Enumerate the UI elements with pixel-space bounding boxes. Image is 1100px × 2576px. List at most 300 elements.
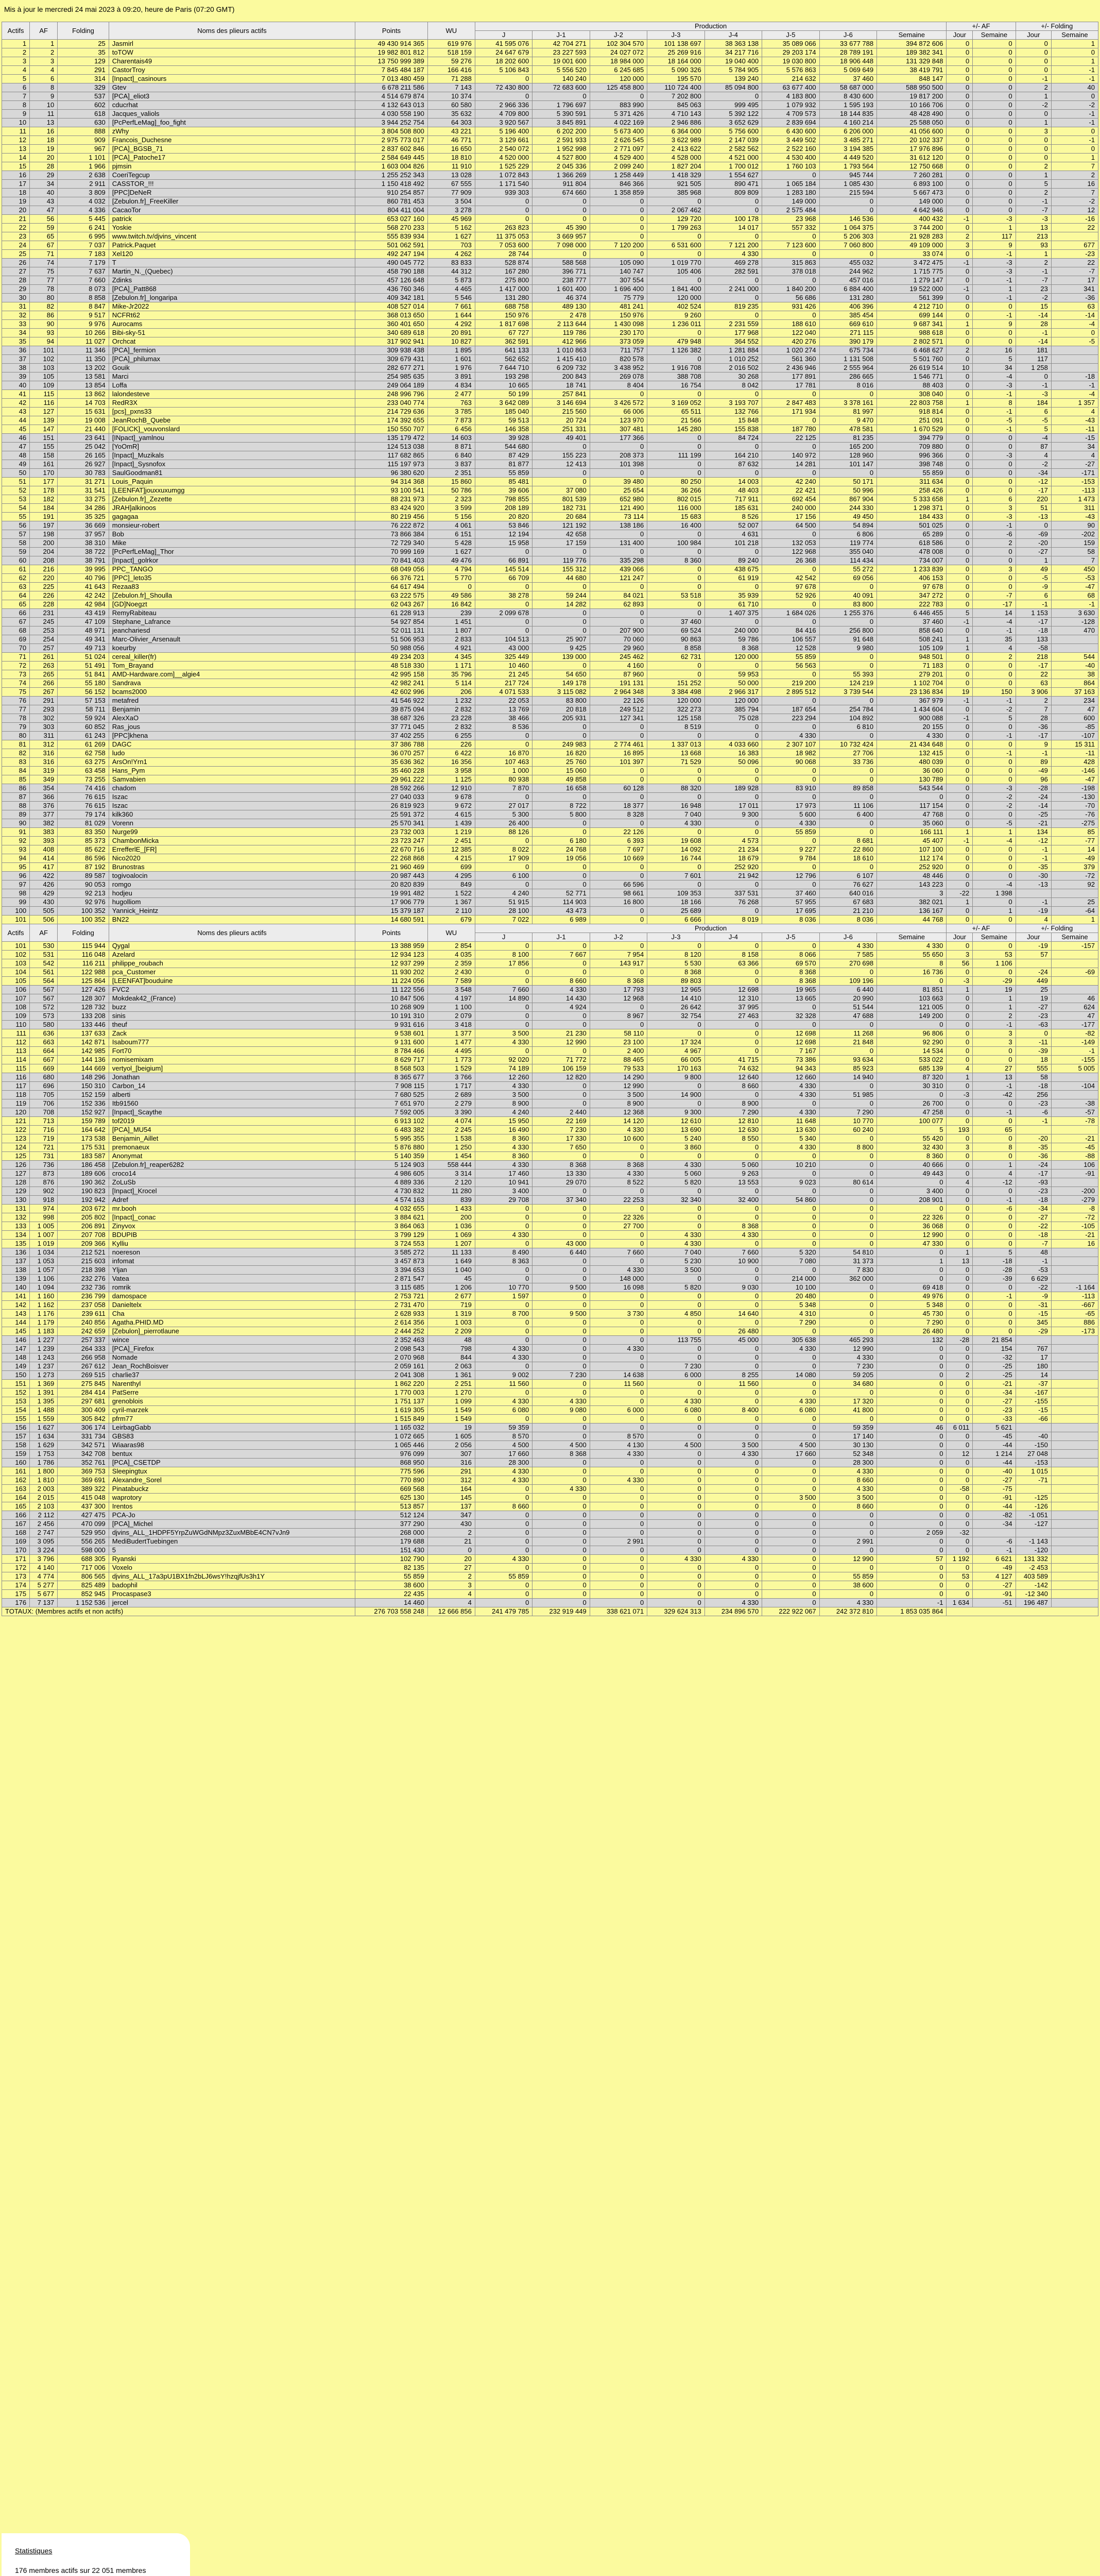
table-cell: 0 — [947, 1047, 973, 1056]
member-name: cereal_killer(fr) — [109, 653, 355, 662]
table-cell: 3 314 — [427, 1170, 475, 1178]
table-cell: 469 278 — [704, 259, 762, 267]
table-cell: 0 — [877, 1581, 947, 1590]
table-cell: 0 — [877, 1564, 947, 1572]
table-cell: 1 627 — [427, 232, 475, 241]
table-cell: 77 — [2, 705, 30, 714]
table-cell: 4 642 946 — [877, 206, 947, 215]
table-cell: 16 — [1051, 1240, 1098, 1248]
table-cell: 4 330 — [532, 1485, 590, 1494]
table-cell: -12 — [1016, 837, 1051, 845]
table-cell: 83 833 — [427, 259, 475, 267]
table-cell: -149 — [1051, 1038, 1098, 1047]
table-cell: -18 — [1051, 372, 1098, 381]
table-cell: 154 — [973, 1345, 1016, 1353]
table-cell: -1 164 — [1051, 1283, 1098, 1292]
table-cell: 60 852 — [58, 723, 109, 732]
table-cell: 0 — [704, 1423, 762, 1432]
table-cell: 8 — [973, 1143, 1016, 1152]
table-cell: 0 — [973, 460, 1016, 469]
table-cell: 0 — [973, 1099, 1016, 1108]
table-cell: 1 125 — [427, 775, 475, 784]
table-row — [2, 118, 1098, 127]
table-cell: 25 — [58, 40, 109, 48]
table-cell: 93 — [2, 845, 30, 854]
table-cell: 0 — [947, 224, 973, 232]
table-cell: 55 272 — [819, 565, 876, 574]
table-cell: 3 944 252 754 — [355, 118, 428, 127]
table-cell: 1 538 — [427, 1134, 475, 1143]
table-cell: 9 227 — [762, 845, 819, 854]
table-cell: 362 591 — [475, 337, 532, 346]
table-row — [2, 127, 1098, 136]
table-cell: 8 550 — [704, 1134, 762, 1143]
table-cell: 21 566 — [647, 416, 704, 425]
table-cell: 6 000 — [590, 1406, 647, 1415]
table-cell: 251 331 — [532, 425, 590, 434]
table-cell: -34 — [1016, 1205, 1051, 1213]
table-cell: 4 292 — [427, 320, 475, 329]
table-cell: 23 136 834 — [877, 688, 947, 697]
table-cell: -5 — [1051, 337, 1098, 346]
table-cell: -25 — [1016, 810, 1051, 819]
table-cell: 127 426 — [58, 986, 109, 994]
table-cell — [1051, 1275, 1098, 1283]
table-cell: 107 100 — [877, 845, 947, 854]
table-cell: 267 — [30, 688, 58, 697]
table-cell: 848 147 — [877, 75, 947, 83]
table-cell: 1 150 418 492 — [355, 180, 428, 189]
table-row — [2, 224, 1098, 232]
table-cell: 0 — [704, 1038, 762, 1047]
table-cell: -34 — [973, 1520, 1016, 1529]
table-cell: 0 — [590, 250, 647, 259]
table-cell: 5 348 — [877, 1301, 947, 1310]
table-cell: 2 802 571 — [877, 337, 947, 346]
table-cell: 390 179 — [819, 337, 876, 346]
table-cell: 17 330 — [532, 1134, 590, 1143]
table-cell: 32 328 — [762, 1012, 819, 1021]
table-cell: 0 — [947, 1441, 973, 1450]
table-cell: 2 966 317 — [704, 688, 762, 697]
table-cell: 0 — [590, 1240, 647, 1248]
table-cell: 0 — [532, 863, 590, 872]
table-cell: 4 709 573 — [762, 110, 819, 118]
table-row — [2, 1152, 1098, 1161]
table-cell: 6 241 — [58, 224, 109, 232]
member-name: Gtev — [109, 83, 355, 92]
table-cell: 72 683 600 — [532, 83, 590, 92]
table-cell: 1 649 — [427, 1257, 475, 1266]
table-cell: 0 — [947, 145, 973, 154]
table-cell: 0 — [704, 793, 762, 802]
table-cell: -1 — [1051, 136, 1098, 145]
table-cell: 9 800 — [647, 1073, 704, 1082]
table-cell: 852 945 — [58, 1590, 109, 1599]
table-cell: 17 793 — [590, 986, 647, 994]
member-name: BN22 — [109, 916, 355, 924]
table-cell: 0 — [973, 1222, 1016, 1231]
table-body-top100 — [2, 40, 1098, 924]
table-cell: 0 — [973, 1231, 1016, 1240]
table-cell: -30 — [1016, 872, 1051, 880]
table-cell: 382 — [30, 819, 58, 828]
table-cell: 0 — [704, 1362, 762, 1371]
member-name: bentux — [109, 1450, 355, 1459]
table-cell: 0 — [947, 513, 973, 521]
member-name: [PCA]_fermion — [109, 346, 355, 355]
table-cell: 193 — [947, 1126, 973, 1134]
table-cell: 157 — [2, 1432, 30, 1441]
table-cell: 1 773 — [427, 1056, 475, 1064]
table-cell: 2 638 — [58, 171, 109, 180]
table-cell: 0 — [532, 1564, 590, 1572]
table-cell: 51 — [2, 478, 30, 486]
table-cell: 5 348 — [762, 1301, 819, 1310]
table-cell: 40 — [30, 189, 58, 197]
table-cell: 7 660 — [704, 1248, 762, 1257]
table-cell: 0 — [647, 1537, 704, 1546]
table-cell: 0 — [532, 1572, 590, 1581]
member-name: DAGC — [109, 740, 355, 749]
member-name: bcams2000 — [109, 688, 355, 697]
table-cell: 0 — [762, 469, 819, 478]
table-cell: 2 — [1051, 171, 1098, 180]
table-cell: 20 — [30, 154, 58, 162]
table-cell: 180 — [1016, 1362, 1051, 1371]
member-name: Marci — [109, 372, 355, 381]
table-cell: 557 332 — [762, 224, 819, 232]
table-cell: 4 330 — [704, 1450, 762, 1459]
table-cell: 0 — [647, 942, 704, 951]
table-row — [2, 758, 1098, 767]
table-cell: 437 300 — [58, 1502, 109, 1511]
table-cell — [1051, 1476, 1098, 1485]
table-cell: 0 — [819, 1134, 876, 1143]
table-row — [2, 180, 1098, 189]
table-cell: 5 530 — [647, 959, 704, 968]
table-cell: 85 923 — [819, 1064, 876, 1073]
table-cell: -1 — [1051, 600, 1098, 609]
table-cell: 558 444 — [427, 1161, 475, 1170]
table-cell: 2 — [973, 653, 1016, 662]
table-cell: 0 — [532, 1266, 590, 1275]
table-cell: 254 985 635 — [355, 372, 428, 381]
table-cell: 544 — [1051, 653, 1098, 662]
table-cell: 1 102 704 — [877, 679, 947, 688]
table-cell: 0 — [819, 819, 876, 828]
table-cell: 100 352 — [58, 907, 109, 916]
table-cell: 2 591 933 — [532, 136, 590, 145]
table-cell: 11 375 053 — [475, 232, 532, 241]
table-cell: 7 660 — [590, 1248, 647, 1257]
table-cell: 80 938 — [475, 775, 532, 784]
table-cell: 59 359 — [475, 1423, 532, 1432]
table-cell: 92 976 — [58, 898, 109, 907]
table-cell: 349 — [30, 775, 58, 784]
table-cell: -34 — [1016, 469, 1051, 478]
table-cell: 2 582 562 — [704, 145, 762, 154]
table-cell: 17 856 — [475, 959, 532, 968]
table-cell: 0 — [704, 1572, 762, 1581]
table-cell: 1 160 — [30, 1292, 58, 1301]
table-cell: 34 — [2, 329, 30, 337]
table-cell: 215 603 — [58, 1257, 109, 1266]
table-cell: 3 457 873 — [355, 1257, 428, 1266]
table-cell: 4 330 — [475, 1161, 532, 1170]
table-cell: 15 860 — [427, 478, 475, 486]
table-row — [2, 1029, 1098, 1038]
table-row — [2, 959, 1098, 968]
table-cell: 0 — [819, 1152, 876, 1161]
table-cell: 342 571 — [58, 1441, 109, 1450]
table-cell: 6 180 — [532, 837, 590, 845]
table-cell: 9 — [30, 92, 58, 101]
table-cell: 4 330 — [819, 1599, 876, 1607]
table-cell: 2 — [1016, 697, 1051, 705]
table-cell: 4 183 800 — [762, 92, 819, 101]
table-cell: 149 — [2, 1362, 30, 1371]
table-cell: 53 — [947, 1572, 973, 1581]
table-cell: 12 698 — [704, 986, 762, 994]
table-cell: -2 — [1016, 294, 1051, 302]
table-cell: 470 — [1051, 626, 1098, 635]
table-cell: -58 — [1016, 644, 1051, 653]
table-body-rest — [2, 942, 1098, 1607]
table-cell: 825 489 — [58, 1581, 109, 1590]
table-cell: 87 192 — [58, 863, 109, 872]
table-cell: 4 032 — [58, 197, 109, 206]
table-cell: 19 — [2, 197, 30, 206]
table-cell: 3 115 685 — [355, 1283, 428, 1292]
table-cell: 0 — [947, 329, 973, 337]
table-cell: 226 — [427, 740, 475, 749]
table-row — [2, 136, 1098, 145]
table-row — [2, 215, 1098, 224]
table-cell: 271 115 — [819, 329, 876, 337]
table-cell — [1051, 1178, 1098, 1187]
table-cell: 64 617 494 — [355, 583, 428, 591]
col-af: AF — [30, 924, 58, 942]
table-cell: 43 — [2, 408, 30, 416]
table-cell: 0 — [475, 732, 532, 740]
table-cell: 0 — [532, 1581, 590, 1590]
table-cell: 9 023 — [762, 1178, 819, 1187]
table-cell: 0 — [819, 618, 876, 626]
table-cell: 3 400 — [475, 1187, 532, 1196]
table-row — [2, 1406, 1098, 1415]
member-name: zWhy — [109, 127, 355, 136]
table-cell: 252 920 — [704, 863, 762, 872]
table-cell: 116 211 — [58, 959, 109, 968]
table-cell: 170 — [30, 469, 58, 478]
table-cell: 188 610 — [762, 320, 819, 329]
table-cell: 37 080 — [532, 486, 590, 495]
table-cell: 449 — [1016, 977, 1051, 986]
table-cell: 4 850 — [647, 1310, 704, 1318]
table-cell: 4 631 — [704, 530, 762, 539]
table-cell: 9 263 — [704, 1170, 762, 1178]
table-cell: 208 901 — [877, 1196, 947, 1205]
table-cell: 0 — [947, 854, 973, 863]
table-cell: 109 353 — [647, 889, 704, 898]
table-cell: -5 — [1016, 574, 1051, 583]
table-cell: 21 210 — [819, 907, 876, 916]
member-name: Zack — [109, 1029, 355, 1038]
table-cell: 41 056 600 — [877, 127, 947, 136]
table-cell: 1 786 — [30, 1459, 58, 1467]
table-cell: 426 — [30, 880, 58, 889]
table-cell: 4 330 — [819, 1485, 876, 1494]
table-cell — [1051, 1485, 1098, 1494]
table-cell: 1 072 665 — [355, 1432, 428, 1441]
table-cell: 0 — [947, 1415, 973, 1423]
table-cell: 0 — [947, 565, 973, 574]
table-cell: 0 — [475, 618, 532, 626]
member-name: Jean_RochBoisver — [109, 1362, 355, 1371]
table-cell: 71 — [2, 653, 30, 662]
table-cell: 0 — [819, 775, 876, 784]
table-cell: 3 864 063 — [355, 1222, 428, 1231]
table-cell: 4 330 — [762, 732, 819, 740]
table-cell: 3 — [2, 57, 30, 66]
table-cell: 0 — [762, 416, 819, 425]
table-cell: 237 058 — [58, 1301, 109, 1310]
table-cell: 1 398 — [973, 889, 1016, 898]
table-cell: 28 — [1016, 714, 1051, 723]
table-cell: 93 — [1016, 241, 1051, 250]
table-cell: 10 665 — [475, 381, 532, 390]
table-cell: 0 — [973, 574, 1016, 583]
table-row — [2, 355, 1098, 364]
table-cell: -1 — [973, 294, 1016, 302]
table-cell: -2 — [973, 802, 1016, 810]
table-row — [2, 1073, 1098, 1082]
header-row-top — [2, 22, 1098, 31]
table-cell: 51 544 — [819, 1003, 876, 1012]
table-cell: 0 — [590, 1187, 647, 1196]
table-cell: 164 642 — [58, 1126, 109, 1134]
table-cell: 664 — [30, 1047, 58, 1056]
table-cell: 14 — [973, 609, 1016, 618]
table-cell: 62 893 — [590, 600, 647, 609]
table-cell: 0 — [647, 1467, 704, 1476]
member-name: Brunostras — [109, 863, 355, 872]
table-cell: 14 282 — [532, 600, 590, 609]
table-cell: 0 — [647, 1546, 704, 1555]
table-row — [2, 171, 1098, 180]
table-cell: 0 — [947, 1432, 973, 1441]
table-cell: 152 336 — [58, 1099, 109, 1108]
table-cell: 27 — [973, 1064, 1016, 1073]
table-cell: 0 — [947, 180, 973, 189]
table-cell: 20 — [2, 206, 30, 215]
table-cell: 0 — [973, 1056, 1016, 1064]
table-cell: 6 483 382 — [355, 1126, 428, 1134]
table-row — [2, 1134, 1098, 1143]
table-cell: 84 021 — [590, 591, 647, 600]
member-name: toTOW — [109, 48, 355, 57]
table-cell: -57 — [1051, 1108, 1098, 1117]
table-cell: 38 687 326 — [355, 714, 428, 723]
table-cell: 3 — [877, 889, 947, 898]
table-cell: 0 — [973, 775, 1016, 784]
table-cell: 4 030 558 190 — [355, 110, 428, 118]
member-name: Adref — [109, 1196, 355, 1205]
table-cell: 4 330 — [704, 1599, 762, 1607]
table-cell: -1 — [947, 697, 973, 705]
table-cell: 4 262 — [427, 250, 475, 259]
member-name: Mokdeak42_(France) — [109, 994, 355, 1003]
table-cell: 8 660 — [819, 1476, 876, 1485]
table-cell: 12 660 — [762, 1073, 819, 1082]
table-cell: 6 202 200 — [532, 127, 590, 136]
table-cell: 640 016 — [819, 889, 876, 898]
table-cell: 22 435 — [355, 1590, 428, 1599]
table-cell: 846 366 — [590, 180, 647, 189]
table-row — [2, 609, 1098, 618]
table-row — [2, 916, 1098, 924]
col-fold-jour: Jour — [1016, 933, 1051, 942]
table-cell: 0 — [647, 1599, 704, 1607]
member-name: [PCA]_CSETDP — [109, 1459, 355, 1467]
table-cell: -27 — [973, 1476, 1016, 1485]
table-cell: 1 395 — [30, 1397, 58, 1406]
table-cell: 136 167 — [877, 907, 947, 916]
table-cell: 0 — [704, 1511, 762, 1520]
table-cell: 52 — [2, 486, 30, 495]
table-cell: 7 230 — [532, 1371, 590, 1380]
table-cell: 0 — [762, 1529, 819, 1537]
table-cell: 0 — [877, 1345, 947, 1353]
table-cell: 174 392 655 — [355, 416, 428, 425]
table-cell: 1 183 — [30, 1327, 58, 1336]
table-cell: 0 — [762, 171, 819, 180]
table-cell: 0 — [877, 1537, 947, 1546]
member-name: [pcs]_pxns33 — [109, 408, 355, 416]
table-cell: 679 — [427, 916, 475, 924]
col-semaine: Semaine — [877, 933, 947, 942]
table-cell: 165 — [2, 1502, 30, 1511]
table-cell: 0 — [762, 1467, 819, 1476]
table-cell: 1 559 — [30, 1415, 58, 1423]
table-cell: 4 330 — [532, 986, 590, 994]
table-cell: 84 — [2, 767, 30, 775]
member-name: [Zebulon.fr]_reaper6282 — [109, 1161, 355, 1170]
table-cell: 1 219 — [427, 828, 475, 837]
table-cell: 0 — [704, 1494, 762, 1502]
table-cell: 0 — [762, 1170, 819, 1178]
table-cell: 3 860 — [647, 1143, 704, 1152]
table-cell: 48 446 — [877, 872, 947, 880]
table-cell: 125 158 — [647, 714, 704, 723]
table-cell: 0 — [590, 968, 647, 977]
table-cell: 4 330 — [704, 250, 762, 259]
table-cell: 33 677 788 — [819, 40, 876, 48]
table-cell: 45 390 — [532, 224, 590, 232]
table-cell: 8 858 — [58, 294, 109, 302]
table-cell: 0 — [590, 1336, 647, 1345]
table-cell: 12 990 — [819, 1555, 876, 1564]
table-cell: 10 900 — [704, 1257, 762, 1266]
table-cell: 408 — [30, 845, 58, 854]
table-cell: 117 154 — [877, 802, 947, 810]
table-cell: 0 — [947, 1511, 973, 1520]
table-cell: 0 — [704, 1213, 762, 1222]
table-cell: 254 784 — [819, 705, 876, 714]
table-cell: 429 — [30, 889, 58, 898]
table-cell: 5 820 — [647, 1283, 704, 1292]
